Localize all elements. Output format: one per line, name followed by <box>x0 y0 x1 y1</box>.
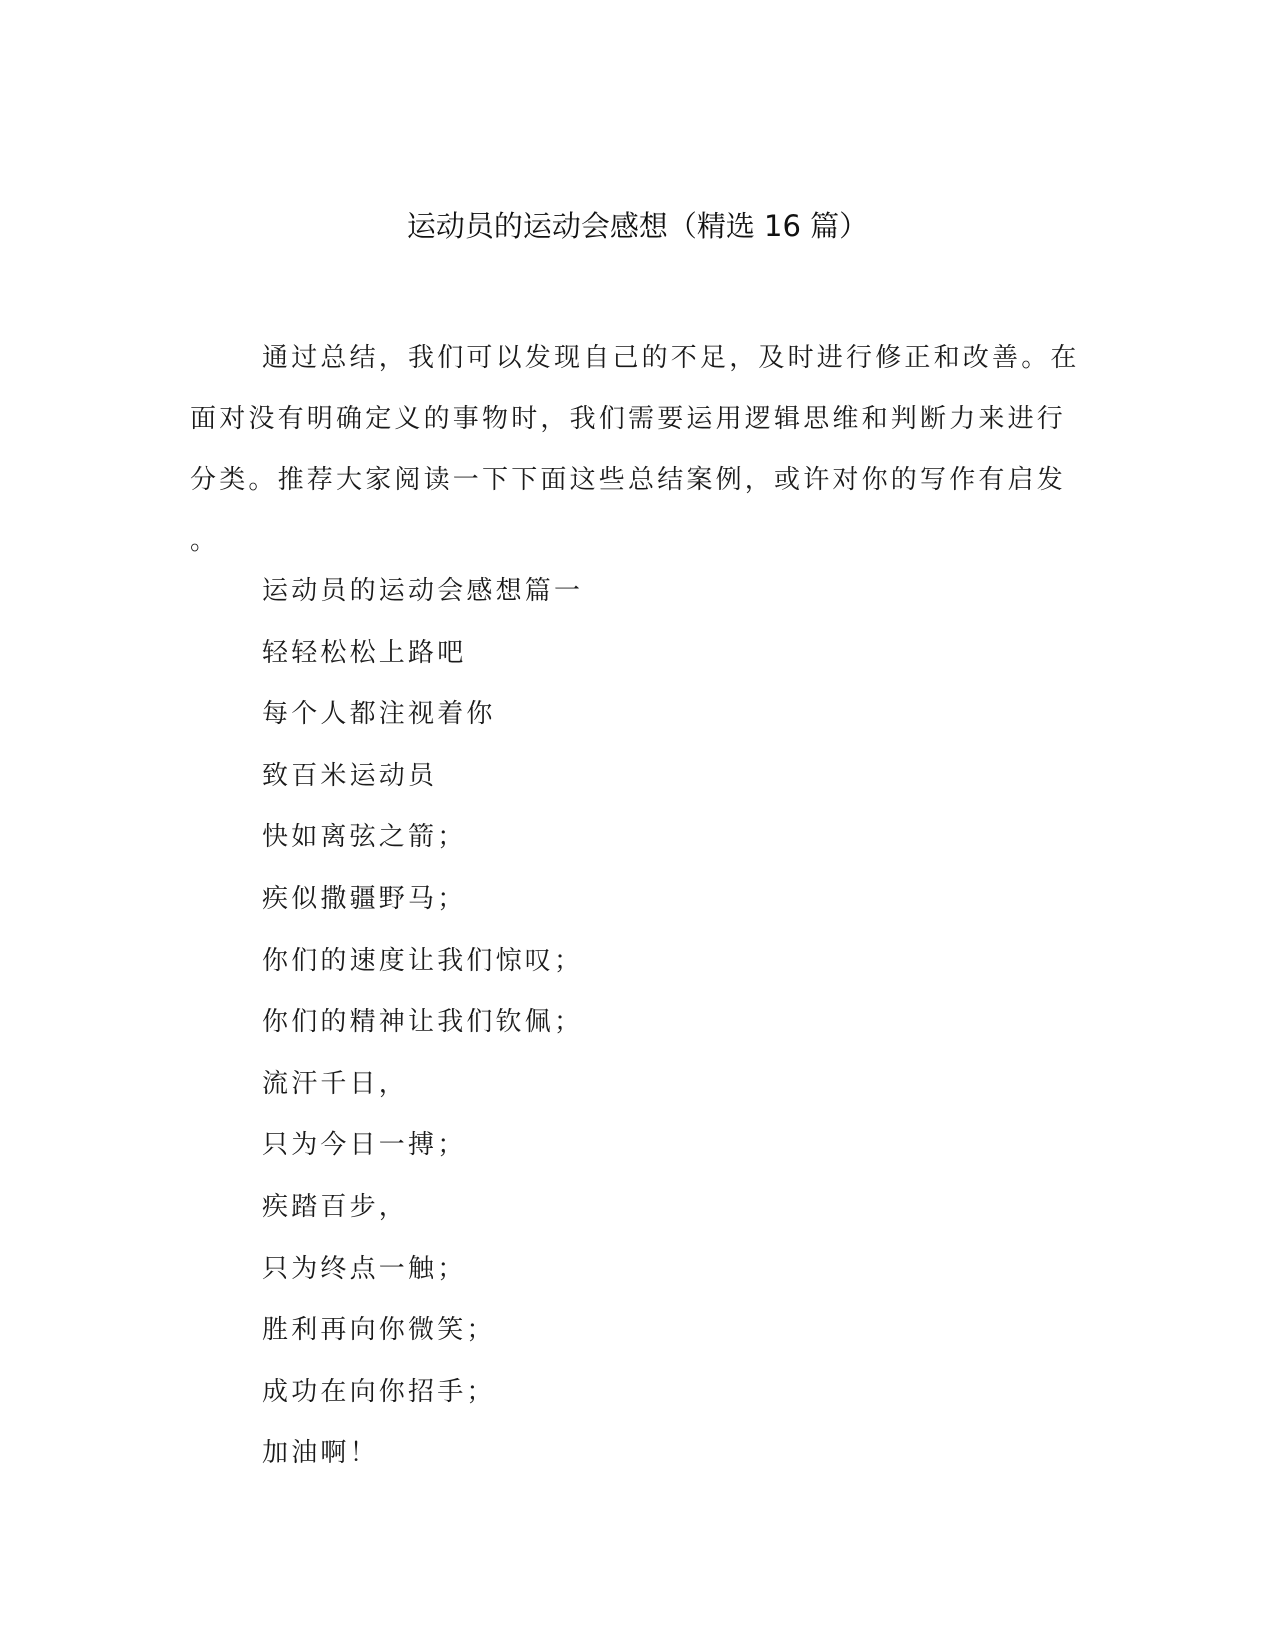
poem-line: 致百米运动员 <box>262 760 438 791</box>
intro-line: 面对没有明确定义的事物时，我们需要运用逻辑思维和判断力来进行 <box>190 404 1067 434</box>
poem-line: 只为今日一搏； <box>262 1130 467 1161</box>
poem-line: 你们的速度让我们惊叹； <box>262 945 584 976</box>
poem-line: 快如离弦之箭； <box>262 822 467 853</box>
intro-line: 分类。推荐大家阅读一下下面这些总结案例，或许对你的写作有启发 <box>190 465 1067 495</box>
section-heading: 运动员的运动会感想篇一 <box>262 576 584 606</box>
poem-line: 你们的精神让我们钦佩； <box>262 1007 584 1038</box>
poem-line: 只为终点一触； <box>262 1253 467 1284</box>
poem-line: 成功在向你招手； <box>262 1376 496 1407</box>
poem-line: 轻轻松松上路吧 <box>262 637 467 668</box>
poem-line: 疾似撒疆野马； <box>262 883 467 914</box>
intro-paragraph <box>190 328 1085 572</box>
poem-line: 胜利再向你微笑； <box>262 1315 496 1346</box>
poem-line: 流汗千日， <box>262 1068 409 1099</box>
poem-line: 加油啊！ <box>262 1438 379 1469</box>
poem-line: 每个人都注视着你 <box>262 699 496 730</box>
document-title: 运动员的运动会感想（精选 16 篇） <box>406 209 869 243</box>
intro-line: 。 <box>190 526 220 556</box>
intro-line: 通过总结，我们可以发现自己的不足，及时进行修正和改善。在 <box>262 343 1080 373</box>
poem-line: 疾踏百步， <box>262 1191 409 1222</box>
poem-section <box>262 571 1082 1495</box>
